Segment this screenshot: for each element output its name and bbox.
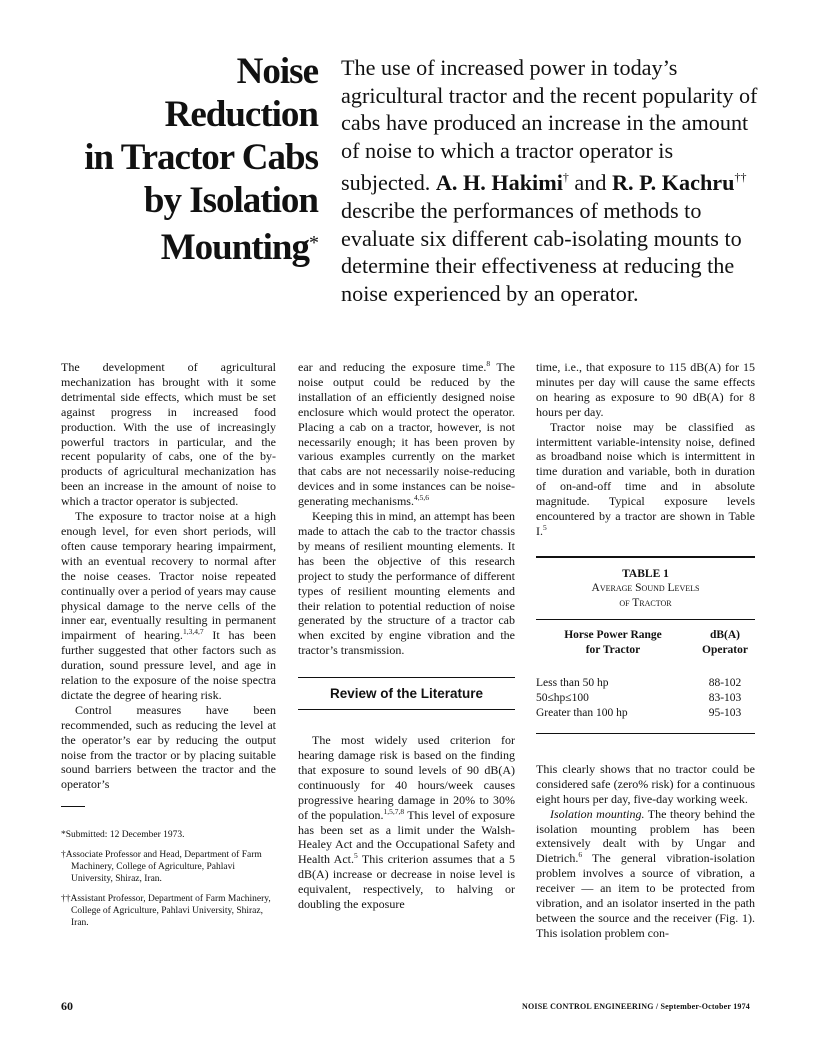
col2-paragraph-2: Keeping this in mind, an attempt has been made to attach the cab to the tractor chassis by means of resilient mounting elements. It has been the objective of this research project to study the performance of different types of resilient mounting elements and their relation to potential reduction of noise generated by the structure of a tractor cab when excited by engine vibration and the tractor’s transmission. [298,509,515,658]
table-subtitle-1: Average Sound Levels [591,581,700,594]
table-row [536,676,755,691]
table-header-dba-line-1: dB(A) [709,628,741,641]
col2-paragraph-3-c: This criterion assumes that a 5 dB(A) increase or decrease in noise level is equivalent, respectively, to halving or doubling the exposure [298,852,515,912]
col2-paragraph-3 [298,733,515,912]
table-subtitle-2: of Tractor [619,596,672,609]
col3-paragraph-1: time, i.e., that exposure to 115 dB(A) for 15 minutes per day will cause the same effects on hearing as exposure to 90 dB(A) for 8 hours per day. [536,360,755,419]
table-cell-range: Greater than 100 hp [536,706,628,719]
table-header-dba [695,628,755,658]
col1-paragraph-1: The development of agricultural mechanization has brought with it some detrimental side effects, which must be set against progress in increased food production. With the use of increasingly powerful tractors in particular, and the recent popularity of cabs, one of the by-products of agricultural mechanization has been an increase in the amount of noise to which a tractor operator is subjected. [61,360,276,509]
table-header-dba-line-2: Operator [702,643,748,656]
col2-paragraph-1-a: ear and reducing the exposure time. [298,360,487,374]
title-footnote-mark: * [309,232,318,254]
footnote-author-1: †Associate Professor and Head, Department of Farm Machinery, College of Agriculture, Pahlavi University, Shiraz, Iran. [61,850,262,885]
page-number: 60 [61,999,73,1013]
col2-paragraph-3-a: The most widely used criterion for hearing damage risk is based on the finding that exposure to sound levels of 90 dB(A) continuously for 40 hours/week causes progressive hearing damage in 20% to 30% of the population. [298,733,515,822]
footnote-submitted: *Submitted: 12 December 1973. [61,830,185,841]
col3-paragraph-3: This clearly shows that no tractor could be considered safe (zero% risk) for a continuous eight hours per day, five-day working week. [536,761,755,806]
col3-paragraph-4-a: The theory behind the isolation mounting problem has been extensively dealt with by Ungar and Dietrich. [536,806,755,866]
running-head: NOISE CONTROL ENGINEERING / September-October 1974 [521,1002,750,1011]
column-3 [536,360,755,941]
table-cell-level: 88-102 [708,676,742,689]
title-line-5: Mounting [160,227,309,268]
table-cell-level: 83-103 [708,691,742,704]
title-line-3: in Tractor Cabs [84,137,318,178]
footnote-rule [61,806,85,807]
col2-paragraph-3-b: This level of exposure has been set as a limit under the Walsh-Healey Act and the Occupational Safety and Health Act. [298,807,515,867]
col1-paragraph-2 [61,509,276,703]
column-1 [61,360,276,937]
reference-mark: 8 [486,359,491,368]
table-header-row [536,620,755,658]
table-header-hp [548,628,678,658]
col3-paragraph-2-a: Tractor noise may be classified as intermittent variable-intensity noise, defined as broadband noise which is intermittent in time duration and variable, both in duration of on-and-off time and in absolute magnitude. Typical exposure levels encountered by a tractor are shown in Table I. [536,419,755,538]
table-1 [536,556,755,734]
reference-mark: 1,3,4,7 [182,627,204,637]
abstract-text-1: The use of increased power in today’s agricultural tractor and the recent popularity of cabs have produced an increase in the amount of noise to which a tractor operator is subjected. [341,55,758,196]
table-header-hp-line-2: for Tractor [585,643,641,656]
table-row [536,706,755,721]
table-row [536,691,755,706]
author-2: R. P. Kachru [612,170,735,196]
reference-mark: 4,5,6 [413,493,429,503]
table-body [536,676,755,721]
author-1: A. H. Hakimi [435,170,563,196]
footnote-author-2: ††Assistant Professor, Department of Farm Machinery, College of Agriculture, Pahlavi University, Shiraz, Iran. [61,894,271,929]
reference-mark: 5 [543,522,547,532]
col2-paragraph-1 [298,360,515,509]
reference-mark: 1,5,7,8 [383,806,405,816]
title-line-1: Noise [236,51,318,92]
table-cell-range: 50≤hp≤100 [536,691,589,704]
col3-paragraph-2 [536,420,755,539]
title-line-2: Reduction [164,94,318,135]
reference-mark: 5 [354,851,358,861]
abstract [341,54,766,307]
table-bottom-rule [536,733,755,734]
col3-paragraph-4-b: The general vibration-isolation problem involves a source of vibration, a receiver — an item to be protected from vibration, and an isolator inserted in the path between the source and the receiver (Fig. 1). This isolation problem con- [536,851,755,940]
col3-paragraph-4 [536,807,755,941]
run-in-heading-isolation: Isolation mounting. [550,806,645,821]
reference-mark: 6 [578,850,583,860]
author-1-mark: † [562,170,569,185]
abstract-text-2: describe the performances of methods to evaluate six different cab-isolating mounts to determine their effectiveness at reducing the noise experienced by an operator. [341,197,742,306]
footnotes [61,829,276,929]
title-line-4: by Isolation [143,180,318,221]
column-2 [298,360,515,912]
table-cell-range: Less than 50 hp [536,676,609,689]
table-title: TABLE 1 [622,567,669,580]
section-heading-review: Review of the Literature [298,677,515,710]
table-header-hp-line-1: Horse Power Range [564,628,662,641]
article-title [20,50,318,269]
col1-paragraph-3: Control measures have been recommended, such as reducing the level at the operator’s ear by reducing the output noise from the tractor or by placing suitable sound barriers between the tractor and the operator’s [61,702,276,792]
col1-paragraph-2-a: The exposure to tractor noise at a high enough level, for even short periods, will often cause temporary hearing impairment, with an eventual recovery to normal after the noise ceases. Tractor noise repeated continually over a period of years may cause physical damage to the nerve cells of the inner ear, eventually resulting in permanent impairment of hearing. [61,509,276,643]
abstract-and: and [568,170,613,196]
table-cell-level: 95-103 [708,706,742,719]
author-2-mark: †† [734,170,747,185]
col2-paragraph-1-b: The noise output could be reduced by the installation of an efficiently designed noise enclosure which would protect the operator. Placing a cab on a tractor, however, is not necessarily enough; it has been proven by various examples currently on the market that cabs are not necessarily noise-reducing devices and in some instances can be noise-generating mechanisms. [298,360,515,509]
col1-paragraph-2-b: It has been further suggested that other factors such as duration, sound pressure level, and age in relation to the exposure of the noise spectra dictate the degree of hearing risk. [61,628,276,702]
